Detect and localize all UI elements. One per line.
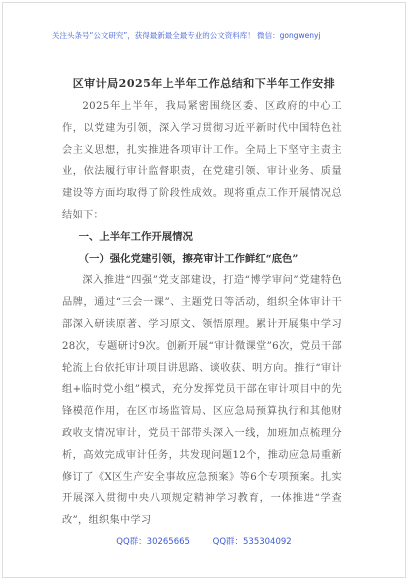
header-promo-note: 关注头条号“公文研究”，获得最新最全最专业的公文资料库！ 微信：gongwenyj bbox=[52, 31, 321, 40]
footer-contact bbox=[0, 536, 408, 548]
document-body bbox=[62, 96, 342, 532]
footer-qq-group-1: QQ群：30265665 bbox=[116, 537, 190, 547]
document-title: 区审计局2025年上半年工作总结和下半年工作安排 bbox=[72, 77, 336, 90]
intro-paragraph: 2025年上半年，我局紧密围绕区委、区政府的中心工作，以党建为引领，深入学习贯彻习近平新时代中国特色社会主义思想，扎实推进各项审计工作。全局上下坚守主责主业，依法履行审计监督职责，在党建引领、审计业务、质量建设等方面均取得了阶段性成效。现将重点工作开展情况总结如下： bbox=[62, 101, 342, 221]
footer-qq-group-2: QQ群：535304092 bbox=[212, 537, 292, 547]
section-heading-first-half-work: 一、上半年工作开展情况 bbox=[78, 230, 193, 243]
subsection-heading-party-building: （一）强化党建引领，擦亮审计工作鲜红“底色” bbox=[78, 252, 299, 265]
subsection-body-paragraph: 深入推进“四强”党支部建设，打造“博学审问”党建特色品牌，通过“三会一课”、主题党日等活动，组织全体审计干部深入研读原著、学习原文、领悟原理。累计开展集中学习28次，专题研讨9次。创新开展“审计微课堂”6次，党员干部轮流上台依托审计项目讲思路、谈收获、明方向。推行“审计组+临时党小组”模式，充分发挥党员干部在审计项目中的先锋模范作用，在区市场监管局、区应急局预算执行和其他财政收支情况审计，党员干部带头深入一线，加班加点梳理分析，高效完成审计任务，共发现问题12个，推动应急局重新修订了《X区生产安全事故应急预案》等6个专项预案。扎实开展深入贯彻中央八项规定精神学习教育，一体推进“学查改”，组织集中学习 bbox=[62, 275, 342, 527]
